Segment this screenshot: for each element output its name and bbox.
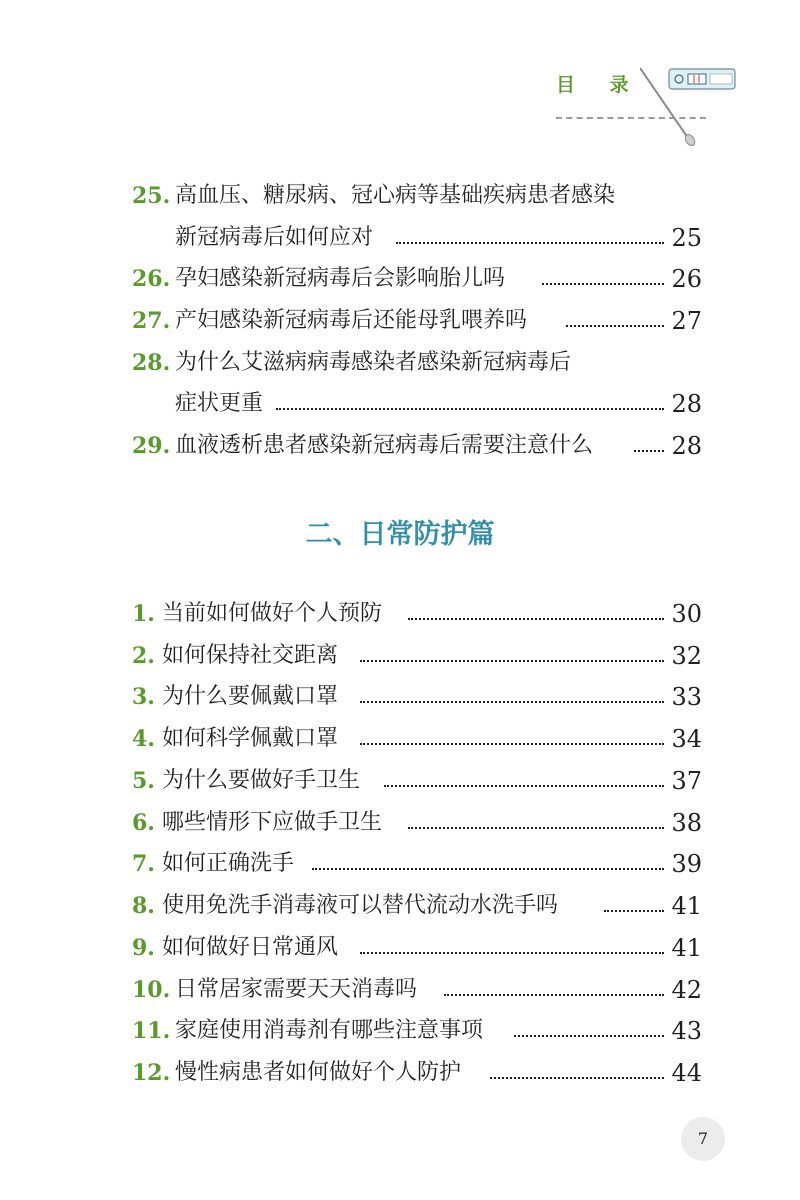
entry-title: 当前如何做好个人预防 [162, 601, 383, 626]
entry-number: 3. [132, 684, 155, 710]
toc-entry[interactable] [0, 1011, 800, 1051]
entry-title: 孕妇感染新冠病毒后会影响胎儿吗 [175, 266, 506, 291]
toc-entry[interactable] [0, 1053, 800, 1093]
entry-number: 10. [132, 977, 171, 1003]
entry-title: 慢性病患者如何做好个人防护 [175, 1060, 462, 1085]
entry-number: 27. [132, 308, 171, 334]
entry-page: 39 [671, 850, 702, 878]
entry-number: 2. [132, 643, 155, 669]
dot-leader [634, 450, 664, 452]
entry-title: 如何正确洗手 [162, 851, 295, 876]
entry-title: 使用免洗手消毒液可以替代流动水洗手吗 [162, 893, 559, 918]
entry-page: 37 [671, 767, 702, 795]
entry-page: 30 [671, 600, 702, 628]
toc-entry[interactable] [0, 636, 800, 676]
toc-entry[interactable] [0, 844, 800, 884]
dot-leader [490, 1077, 664, 1079]
toc-entry-28[interactable] [0, 343, 800, 383]
entry-title: 日常居家需要天天消毒吗 [175, 977, 418, 1002]
entry-title-line2: 新冠病毒后如何应对 [175, 225, 374, 250]
entry-number: 8. [132, 893, 155, 919]
dot-leader [396, 242, 664, 244]
entry-title-line1: 高血压、糖尿病、冠心病等基础疾病患者感染 [175, 183, 616, 208]
dot-leader [542, 283, 664, 285]
toc-entry-29[interactable] [0, 426, 800, 466]
entry-number: 12. [132, 1060, 171, 1086]
toc-entry-27[interactable] [0, 301, 800, 341]
dot-leader [566, 325, 664, 327]
dot-leader [444, 994, 664, 996]
entry-number: 4. [132, 726, 155, 752]
entry-title: 产妇感染新冠病毒后还能母乳喂养吗 [175, 308, 528, 333]
toc-entry[interactable] [0, 970, 800, 1010]
entry-page: 41 [671, 934, 702, 962]
entry-page: 32 [671, 642, 702, 670]
entry-page: 28 [671, 432, 702, 460]
entry-title: 如何科学佩戴口罩 [162, 726, 339, 751]
dot-leader [312, 868, 664, 870]
entry-page: 33 [671, 683, 702, 711]
entry-page: 38 [671, 809, 702, 837]
entry-page: 26 [671, 265, 702, 293]
entry-number: 1. [132, 601, 155, 627]
toc-entry-26[interactable] [0, 259, 800, 299]
toc-entry[interactable] [0, 886, 800, 926]
entry-title-line2: 症状更重 [175, 391, 264, 416]
toc-entry[interactable] [0, 594, 800, 634]
entry-number: 5. [132, 768, 155, 794]
entry-page: 43 [671, 1017, 702, 1045]
entry-number: 7. [132, 851, 155, 877]
entry-number: 26. [132, 266, 171, 292]
entry-title: 为什么要佩戴口罩 [162, 684, 339, 709]
entry-title: 家庭使用消毒剂有哪些注意事项 [175, 1018, 484, 1043]
dot-leader [360, 701, 664, 703]
entry-title: 如何做好日常通风 [162, 935, 339, 960]
toc-entry-28-cont[interactable] [0, 384, 800, 424]
entry-number: 6. [132, 810, 155, 836]
header-label: 目 录 [556, 74, 643, 96]
dot-leader [360, 743, 664, 745]
entry-number: 11. [132, 1018, 171, 1044]
dot-leader [360, 660, 664, 662]
entry-title: 哪些情形下应做手卫生 [162, 810, 383, 835]
entry-number: 29. [132, 433, 171, 459]
entry-title-line1: 为什么艾滋病病毒感染者感染新冠病毒后 [175, 350, 572, 375]
dot-leader [360, 952, 664, 954]
test-kit-icon [668, 68, 736, 90]
entry-page: 28 [671, 390, 702, 418]
toc-entry[interactable] [0, 928, 800, 968]
toc-entry[interactable] [0, 803, 800, 843]
entry-title: 血液透析患者感染新冠病毒后需要注意什么 [175, 433, 594, 458]
dot-leader [408, 618, 664, 620]
section-title: 二、日常防护篇 [305, 519, 495, 550]
entry-page: 27 [671, 307, 702, 335]
entry-page: 34 [671, 725, 702, 753]
toc-entry-25-cont[interactable] [0, 218, 800, 258]
dot-leader [604, 910, 664, 912]
toc-entry[interactable] [0, 761, 800, 801]
toc-entry[interactable] [0, 677, 800, 717]
entry-page: 41 [671, 892, 702, 920]
toc-entry[interactable] [0, 719, 800, 759]
dot-leader [408, 827, 664, 829]
entry-number: 9. [132, 935, 155, 961]
dot-leader [276, 408, 664, 410]
entry-page: 25 [671, 224, 702, 252]
toc-entry-25[interactable] [0, 176, 800, 216]
entry-number: 25. [132, 183, 171, 209]
page-number: 7 [697, 1129, 709, 1148]
entry-page: 44 [671, 1059, 702, 1087]
entry-title: 如何保持社交距离 [162, 643, 339, 668]
entry-title: 为什么要做好手卫生 [162, 768, 361, 793]
entry-page: 42 [671, 976, 702, 1004]
dot-leader [384, 785, 664, 787]
entry-number: 28. [132, 350, 171, 376]
dot-leader [514, 1035, 664, 1037]
